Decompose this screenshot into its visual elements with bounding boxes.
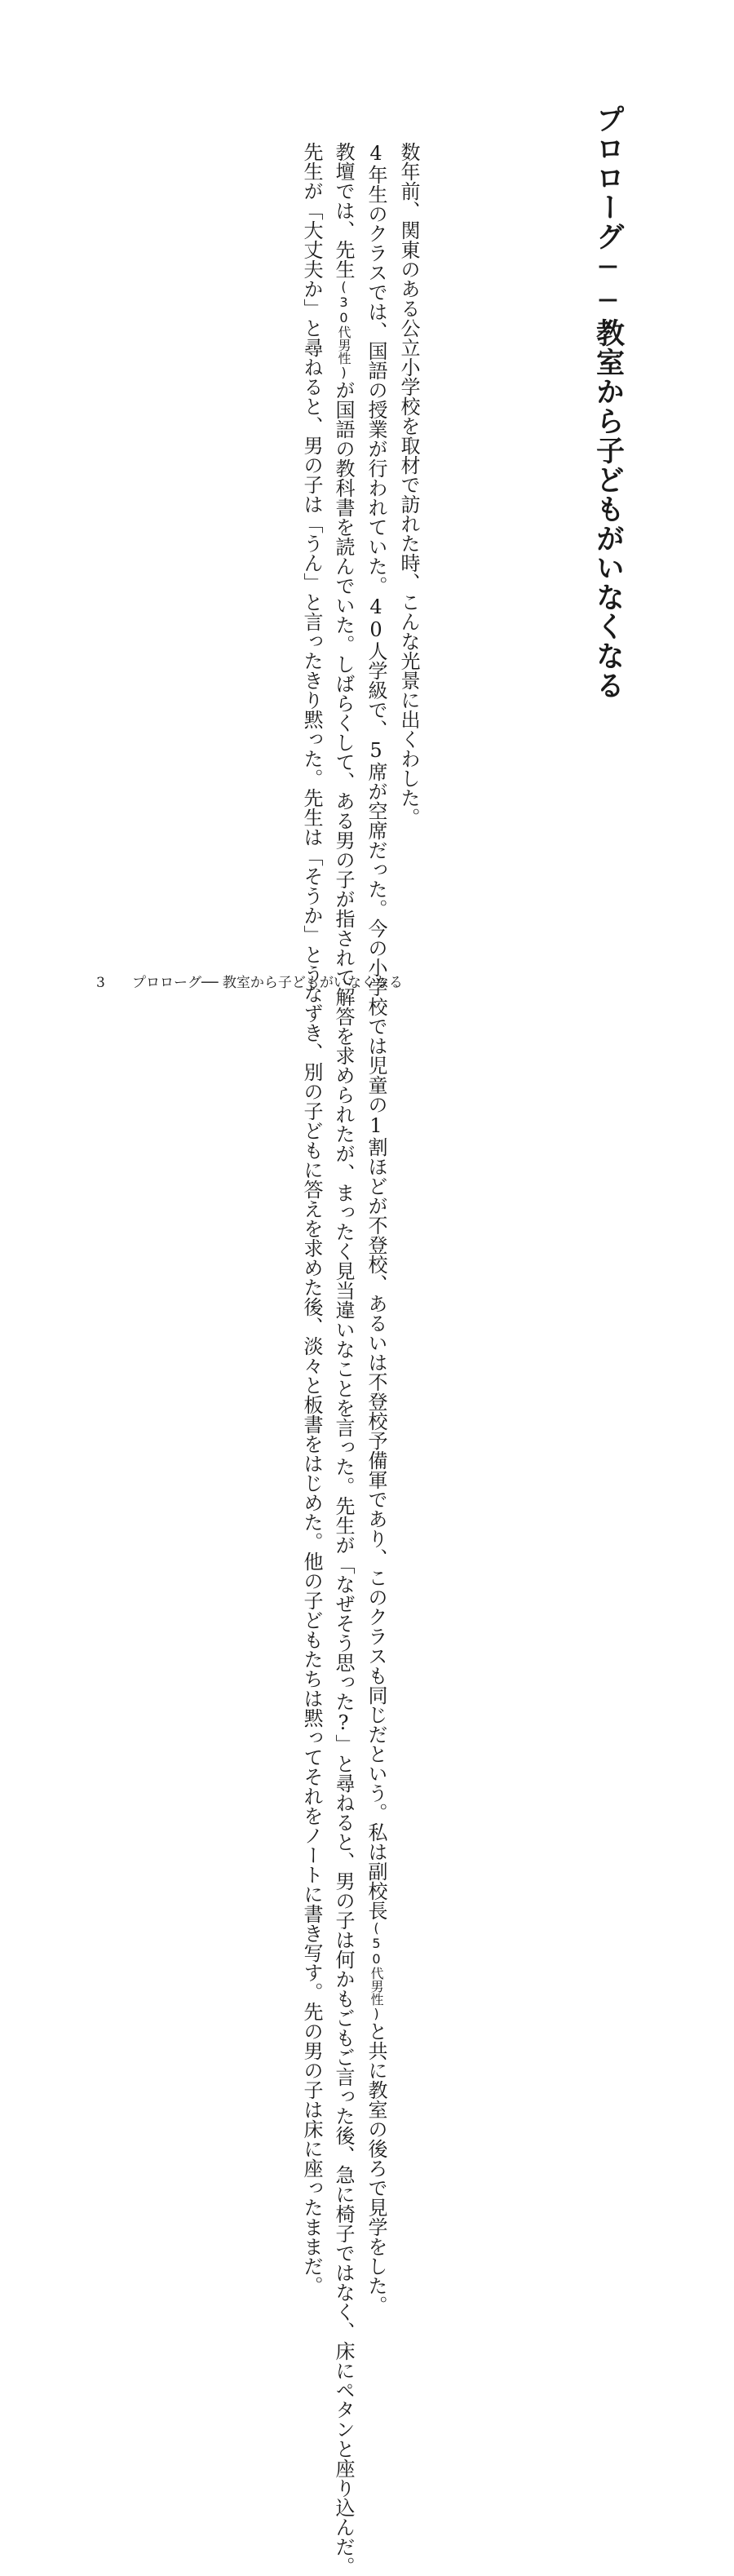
page-number: 3 (96, 975, 105, 991)
paragraph-2-note: (50代男性) (369, 1920, 384, 2021)
paragraph-3 (327, 122, 360, 2576)
paragraph-3-text-a: 教壇では、先生 (332, 142, 355, 279)
paragraph-2 (360, 122, 392, 2315)
paragraph-1-text: 数年前、関東のある公立小学校を取材で訪れた時、こんな光景に出くわした。 (397, 142, 420, 827)
paragraph-4 (295, 122, 327, 2295)
chapter-title: プロローグ──教室から子どもがいなくなる (591, 104, 625, 700)
paragraph-3-text-b: が国語の教科書を読んでいた。しばらくして、ある男の子が指されて解答を求められたが、まったく見当違いなことを言った。先生が「なぜそう思った?」と尋ねると、男の子は何かもごもご言った後、急に椅子ではなく、床にペタンと座り込んだ。 (332, 380, 355, 2576)
running-title: プロローグ── 教室から子どもがいなくなる (132, 975, 403, 991)
paragraph-4-text: 先生が「大丈夫か」と尋ねると、男の子は「うん」と言ったきり黙った。先生は「そうか」とうなずき、別の子どもに答えを求めた後、淡々と板書をはじめた。他の子どもたちは黙ってそれをノートに書き写す。先の男の子は床に座ったままだ。 (300, 142, 323, 2295)
paragraph-3-note: (30代男性) (336, 279, 352, 380)
body-text (295, 122, 424, 2576)
paragraph-1 (392, 122, 424, 930)
page-footer (96, 971, 403, 991)
paragraph-2-text-b: と共に教室の後ろで見学をした。 (365, 2021, 387, 2315)
paragraph-2-text-a: 4年生のクラスでは、国語の授業が行われていた。40人学級で、5席が空席だった。今の小学校では児童の1割ほどが不登校、あるいは不登校予備軍であり、このクラスも同じだという。私は副校長 (365, 142, 387, 1920)
